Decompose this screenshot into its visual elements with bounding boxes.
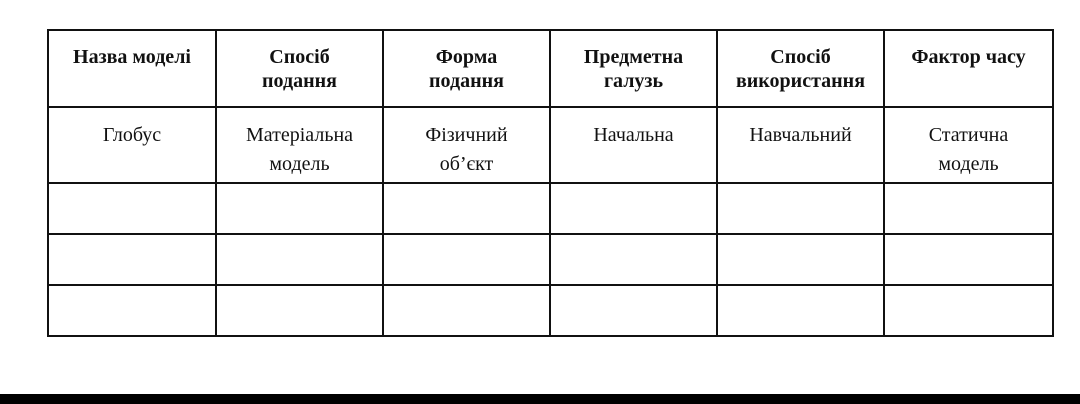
header-presentation-method [216,30,383,107]
cell-text: Начальна [593,124,674,146]
table-cell [383,107,550,183]
models-classification-table [47,29,1054,337]
cell-text: Статична модель [928,124,1009,175]
header-model-name [48,30,216,107]
bottom-black-bar [0,394,1080,404]
table-row-empty [48,183,1053,234]
header-label: Фактор часу [911,46,1026,68]
cell-text: Навчальний [749,124,852,146]
table-row-empty [48,285,1053,336]
header-label: Предметна галузь [583,46,684,92]
table-cell [216,107,383,183]
header-label: Спосіб використання [735,46,866,92]
table-row [48,107,1053,183]
header-label: Спосіб подання [262,46,337,92]
empty-cell [884,183,1053,234]
header-presentation-form [383,30,550,107]
table-cell [550,107,717,183]
empty-cell [216,285,383,336]
empty-cell [884,234,1053,285]
cell-text: Глобус [102,124,162,146]
table-cell [884,107,1053,183]
header-usage-method [717,30,884,107]
table-header-row [48,30,1053,107]
empty-cell [48,234,216,285]
empty-cell [717,285,884,336]
header-label: Форма подання [429,46,504,92]
cell-text: Фізичний об’єкт [425,124,508,175]
empty-cell [216,183,383,234]
empty-cell [717,183,884,234]
header-time-factor [884,30,1053,107]
empty-cell [550,285,717,336]
empty-cell [216,234,383,285]
table-cell [48,107,216,183]
empty-cell [48,183,216,234]
empty-cell [383,183,550,234]
cell-text: Матеріальна модель [245,124,354,175]
header-subject-area [550,30,717,107]
empty-cell [383,285,550,336]
empty-cell [717,234,884,285]
table-row-empty [48,234,1053,285]
empty-cell [383,234,550,285]
empty-cell [884,285,1053,336]
header-label: Назва моделі [73,46,191,68]
empty-cell [550,183,717,234]
table-cell [717,107,884,183]
empty-cell [48,285,216,336]
empty-cell [550,234,717,285]
